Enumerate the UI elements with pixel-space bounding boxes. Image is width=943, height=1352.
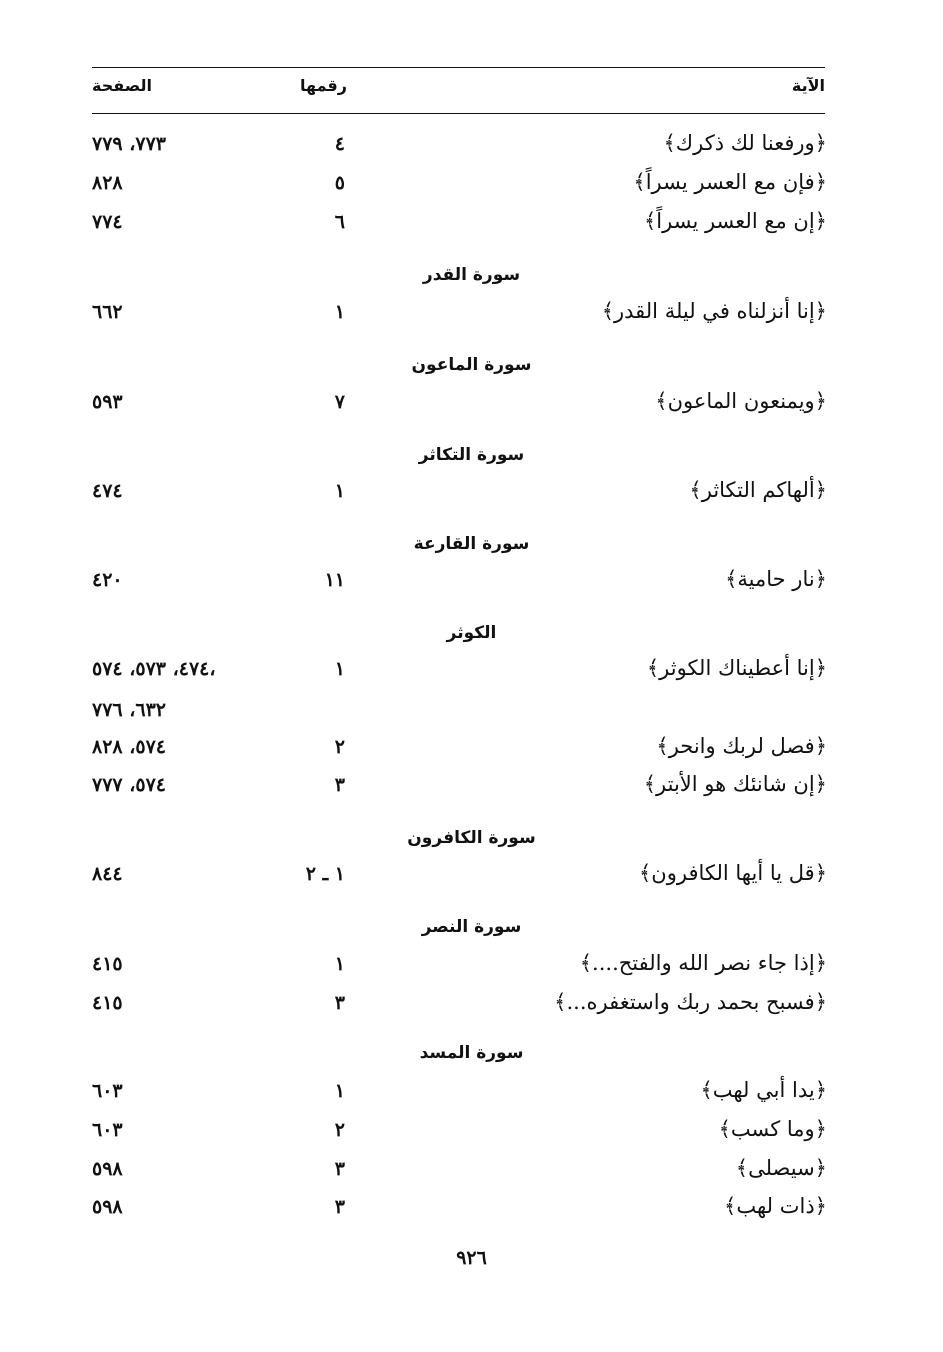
verse-number: ٣ (334, 1196, 345, 1218)
table-row (0, 990, 943, 1028)
page-refs: ٤١٥ (92, 953, 123, 975)
page-refs: ٤٧٤ (92, 480, 123, 502)
table-row (0, 1117, 943, 1155)
verse-text: ﴿إن مع العسر يسراً﴾ (643, 209, 827, 233)
page-refs: ٤١٥ (92, 992, 123, 1014)
surah-heading: سورة الكافرون (407, 828, 536, 848)
table-row (0, 567, 943, 605)
verse-text: ﴿ألهاكم التكاثر﴾ (689, 478, 827, 502)
page-refs: ٨٤٤ (92, 863, 123, 885)
verse-number: ٦ (334, 211, 345, 233)
verse-number: ٤ (334, 133, 345, 155)
surah-heading: سورة التكاثر (418, 445, 525, 465)
table-row (0, 1156, 943, 1194)
table-row (0, 170, 943, 208)
verse-text: ﴿فإن مع العسر يسراً﴾ (633, 170, 827, 194)
verse-number: ٣ (334, 992, 345, 1014)
column-header-verse: الآية (791, 76, 825, 95)
page-refs: ٥٧٤، ٨٢٨ (92, 736, 166, 758)
page-refs: ٥٩٨ (92, 1196, 123, 1218)
page-refs: ٥٩٨ (92, 1158, 123, 1180)
verse-text: ﴿إنا أعطيناك الكوثر﴾ (646, 656, 827, 680)
page-refs: ٧٧٤ (92, 211, 123, 233)
surah-heading: الكوثر (446, 623, 497, 643)
verse-number: ١ (334, 1080, 345, 1102)
page-refs: ٨٢٨ (92, 172, 123, 194)
page-number: ٩٢٦ (456, 1247, 487, 1269)
verse-number: ١ (334, 301, 345, 323)
verse-text: ﴿نار حامية﴾ (725, 567, 827, 591)
verse-number: ٢ (334, 736, 345, 758)
page-refs: ٤٢٠ (92, 569, 123, 591)
verse-text: ﴿وما كسب﴾ (718, 1117, 827, 1141)
surah-heading: سورة المسد (419, 1043, 524, 1063)
page-refs: ٧٧٣، ٧٧٩ (92, 133, 166, 155)
column-header-number: رقمها (300, 76, 347, 95)
verse-text: ﴿ويمنعون الماعون﴾ (655, 389, 827, 413)
verse-text: ﴿سيصلى﴾ (735, 1156, 827, 1180)
verse-number: ٣ (334, 774, 345, 796)
verse-number: ٢ (334, 1119, 345, 1141)
verse-text: ﴿إنا أنزلناه في ليلة القدر﴾ (601, 299, 827, 323)
verse-text: ﴿فسبح بحمد ربك واستغفره...﴾ (554, 990, 827, 1014)
verse-text: ﴿إذا جاء نصر الله والفتح....﴾ (579, 951, 827, 975)
table-row (0, 478, 943, 516)
header-rule (92, 113, 825, 114)
verse-number: ٣ (334, 1158, 345, 1180)
table-row (0, 389, 943, 427)
table-row (0, 861, 943, 899)
verse-number: ٥ (334, 172, 345, 194)
top-rule (92, 67, 825, 68)
verse-text: ﴿ذات لهب﴾ (724, 1194, 827, 1218)
surah-heading: سورة الماعون (411, 355, 532, 375)
verse-text: ﴿يدا أبي لهب﴾ (700, 1078, 827, 1102)
surah-heading: سورة القارعة (413, 534, 530, 554)
verse-number: ١١ (324, 569, 345, 591)
table-row (0, 951, 943, 989)
page-refs: ٦٦٢ (92, 301, 123, 323)
table-row (0, 1194, 943, 1232)
verse-number: ١ (334, 480, 345, 502)
table-row (0, 131, 943, 169)
page-refs-continuation: ٦٣٢، ٧٧٦ (92, 699, 166, 721)
verse-number: ١ (334, 658, 345, 680)
verse-number: ٧ (334, 391, 345, 413)
table-row (0, 209, 943, 247)
verse-text: ﴿إن شانئك هو الأبتر﴾ (643, 772, 827, 796)
verse-text: ﴿ورفعنا لك ذكرك﴾ (663, 131, 827, 155)
verse-number: ١ (334, 953, 345, 975)
surah-heading: سورة النصر (421, 917, 522, 937)
page-refs: ٤٧٤، ٥٧٣، ٥٧٤، (92, 658, 216, 680)
page-refs: ٦٠٣ (92, 1119, 123, 1141)
table-row (0, 734, 943, 772)
verse-number: ١ ـ ٢ (305, 863, 345, 885)
page-refs: ٥٧٤، ٧٧٧ (92, 774, 166, 796)
surah-heading: سورة القدر (422, 265, 521, 285)
table-row (0, 772, 943, 810)
verse-text: ﴿قل يا أيها الكافرون﴾ (639, 861, 827, 885)
page-refs: ٦٠٣ (92, 1080, 123, 1102)
table-row (0, 299, 943, 337)
column-header-page: الصفحة (92, 76, 153, 95)
page-refs: ٥٩٣ (92, 391, 123, 413)
verse-text: ﴿فصل لربك وانحر﴾ (656, 734, 827, 758)
table-row (0, 1078, 943, 1116)
table-row (0, 656, 943, 694)
